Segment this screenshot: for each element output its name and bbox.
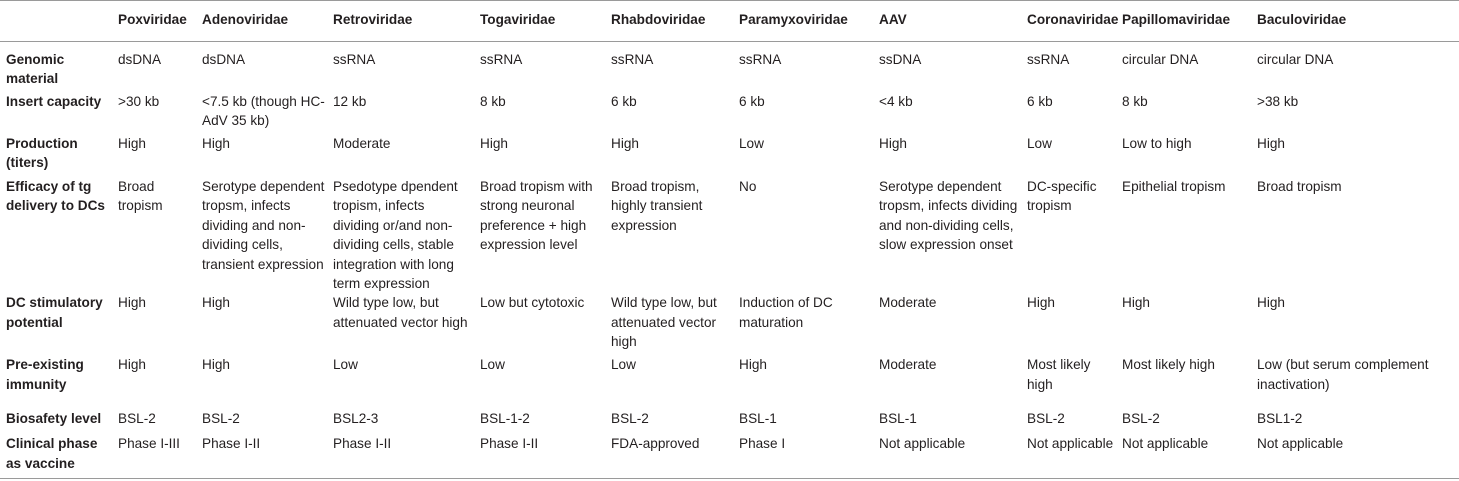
table-cell: High [118, 136, 146, 151]
table-cell: Most likely high [1122, 357, 1215, 373]
table-row [0, 92, 1459, 134]
row-label-genomic-material: Genomic material [6, 52, 65, 87]
header-adenoviridae: Adenoviridae [196, 1, 327, 42]
row-label-pre-existing-immunity: Pre-existing immunity [6, 357, 84, 392]
table-cell: Wild type low, but attenuated vector high [333, 295, 468, 330]
table-cell: Low but cytotoxic [480, 295, 585, 311]
table-cell: Not applicable [1021, 434, 1116, 479]
table-cell: BSL-2 [118, 411, 156, 427]
table-cell: Not applicable [1116, 434, 1251, 479]
table-cell: Induction of DC maturation [739, 295, 833, 330]
table-cell: High [1257, 136, 1285, 151]
table-cell: Low [611, 357, 636, 373]
table-row [0, 293, 1459, 355]
table-cell: Moderate [333, 136, 391, 151]
table-cell: High [202, 357, 230, 373]
row-label-efficacy: Efficacy of tg delivery to DCs [6, 179, 105, 214]
table-row [0, 42, 1459, 93]
table-cell: FDA-approved [605, 434, 733, 479]
table-cell: 8 kb [1122, 94, 1148, 109]
table-cell: Moderate [879, 295, 937, 311]
table-cell: ssRNA [611, 52, 654, 67]
header-aav: AAV [873, 1, 1021, 42]
row-label-production: Production (titers) [6, 136, 78, 171]
table-cell: DC-specific tropism [1027, 179, 1097, 214]
table-cell: BSL1-2 [1257, 411, 1303, 427]
table-cell: Serotype dependent tropsm, infects dividing and non-dividing cells, transient expression [202, 179, 325, 272]
header-poxviridae: Poxviridae [112, 1, 196, 42]
header-retroviridae: Retroviridae [327, 1, 474, 42]
row-label-clinical-phase: Clinical phase as vaccine [0, 434, 112, 479]
table-cell: Phase I-III [112, 434, 196, 479]
table-cell: Low [1027, 136, 1052, 151]
table-cell: BSL-2 [202, 411, 240, 427]
header-togaviridae: Togaviridae [474, 1, 605, 42]
table-cell: circular DNA [1257, 52, 1334, 67]
table-cell: 6 kb [611, 94, 637, 109]
table-cell: 6 kb [739, 94, 765, 109]
table-cell: Not applicable [873, 434, 1021, 479]
table-row [0, 355, 1459, 409]
table-cell: BSL-1-2 [480, 411, 530, 427]
table-cell: Broad tropism with strong neuronal preference + high expression level [480, 179, 593, 253]
header-coronaviridae: Coronaviridae [1021, 1, 1116, 42]
table-cell: BSL-1 [879, 411, 917, 427]
table-cell: Phase I-II [327, 434, 474, 479]
table-cell: circular DNA [1122, 52, 1199, 67]
table-cell: <4 kb [879, 94, 913, 109]
table-cell: High [739, 357, 767, 373]
table-cell: ssRNA [739, 52, 782, 67]
table-cell: Broad tropism [118, 179, 163, 214]
table-cell: ssDNA [879, 52, 922, 67]
table-cell: High [480, 136, 508, 151]
table-cell: 8 kb [480, 94, 506, 109]
table-cell: Low [480, 357, 505, 373]
table-cell: <7.5 kb (though HC-AdV 35 kb) [202, 94, 325, 129]
table-cell: No [739, 179, 757, 194]
table-row [0, 409, 1459, 434]
header-papillomaviridae: Papillomaviridae [1116, 1, 1251, 42]
table-cell: Broad tropism [1257, 179, 1342, 194]
row-label-insert-capacity: Insert capacity [6, 94, 102, 109]
table-cell: High [118, 295, 146, 311]
table-cell: High [1122, 295, 1150, 311]
table-cell: >38 kb [1257, 94, 1299, 109]
table-cell: Phase I-II [474, 434, 605, 479]
table-cell: High [1257, 295, 1285, 311]
table-cell: BSL-2 [1027, 411, 1065, 427]
table-cell: Phase I-II [196, 434, 327, 479]
table-cell: High [611, 136, 639, 151]
header-corner [0, 1, 112, 42]
table-cell: Low (but serum complement inactivation) [1257, 357, 1429, 392]
table-cell: Wild type low, but attenuated vector high [611, 295, 717, 350]
table-cell: Phase I [733, 434, 873, 479]
table-cell: Low to high [1122, 136, 1192, 151]
table-cell: BSL-2 [1122, 411, 1160, 427]
header-paramyxoviridae: Paramyxoviridae [733, 1, 873, 42]
header-rhabdoviridae: Rhabdoviridae [605, 1, 733, 42]
table-cell: BSL-2 [611, 411, 649, 427]
table-cell: High [879, 136, 907, 151]
table-cell: BSL2-3 [333, 411, 379, 427]
table-cell: dsDNA [202, 52, 246, 67]
table-cell: Epithelial tropism [1122, 179, 1226, 194]
table-cell: Broad tropism, highly transient expression [611, 179, 703, 233]
table-cell: High [202, 136, 230, 151]
table-cell: dsDNA [118, 52, 162, 67]
table-cell: Moderate [879, 357, 937, 373]
table-cell: Not applicable [1251, 434, 1459, 479]
table-cell: BSL-1 [739, 411, 777, 427]
table-cell: High [1027, 295, 1055, 311]
header-baculoviridae: Baculoviridae [1251, 1, 1459, 42]
table-cell: Psedotype dpendent tropism, infects dividing or/and non-dividing cells, stable integration with long term expression [333, 179, 458, 292]
table-cell: Serotype dependent tropsm, infects dividing and non-dividing cells, slow expression onset [879, 179, 1018, 253]
table-cell: ssRNA [480, 52, 523, 67]
header-row [0, 1, 1459, 42]
table-row [0, 134, 1459, 177]
table-cell: >30 kb [118, 94, 160, 109]
table-row [0, 177, 1459, 293]
row-label-dc-stimulatory-potential: DC stimulatory potential [6, 295, 103, 330]
table-cell: 12 kb [333, 94, 367, 109]
table-cell: 6 kb [1027, 94, 1053, 109]
table-cell: ssRNA [1027, 52, 1070, 67]
table-cell: Most likely high [1027, 357, 1091, 392]
table-cell: ssRNA [333, 52, 376, 67]
table-cell: High [202, 295, 230, 311]
table-cell: Low [333, 357, 358, 373]
table-cell: High [118, 357, 146, 373]
row-label-biosafety-level: Biosafety level [6, 411, 102, 427]
table-cell: Low [739, 136, 764, 151]
table-row [0, 434, 1459, 479]
